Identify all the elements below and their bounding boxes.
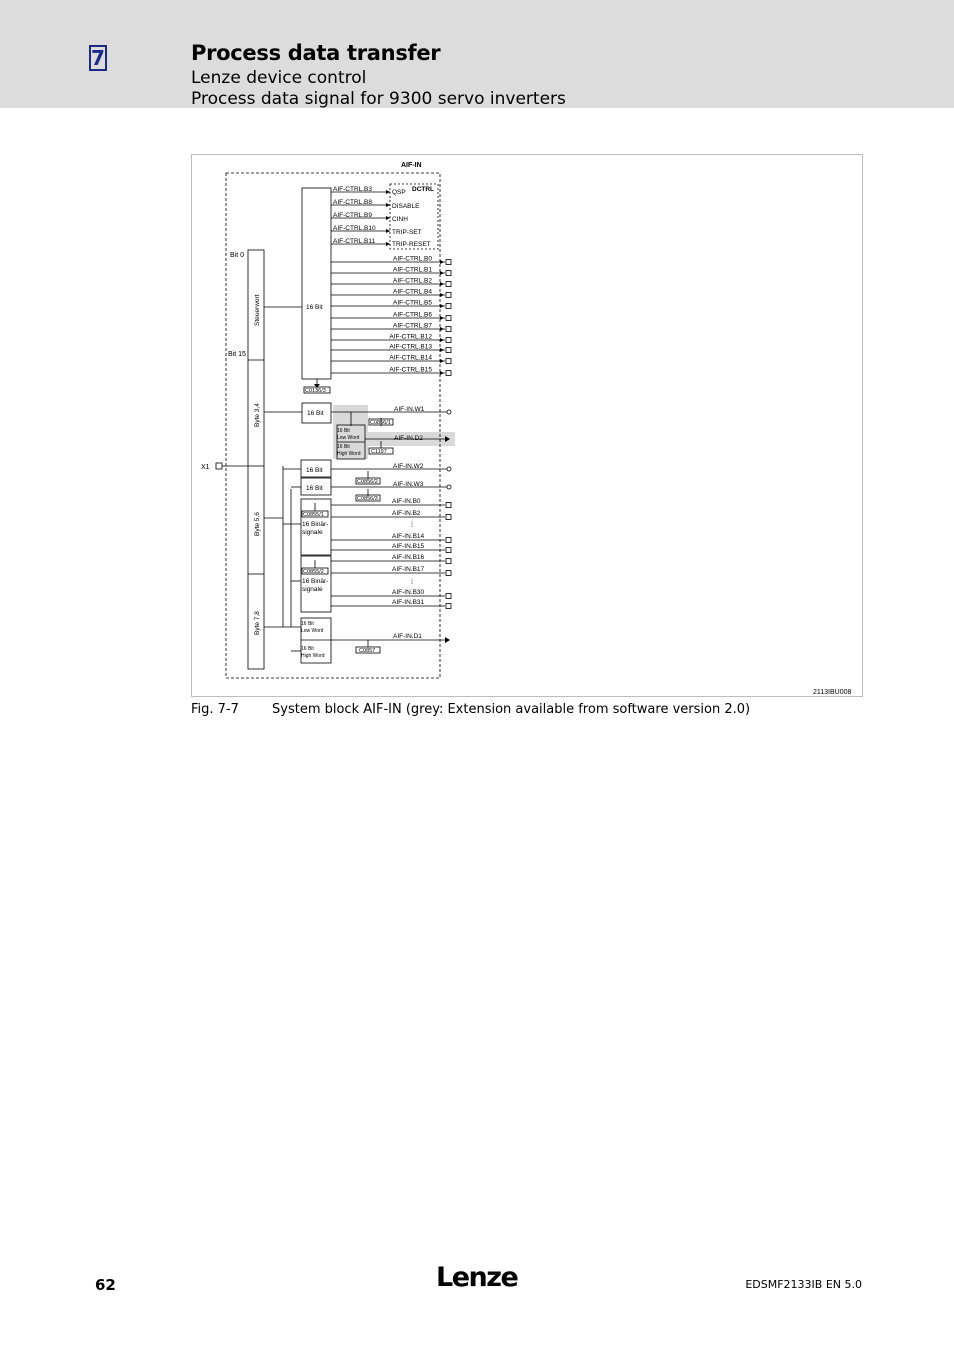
page-subtitle-1: Lenze device control bbox=[191, 68, 367, 88]
ctrl-bit-output bbox=[446, 348, 451, 353]
dctrl-in-b8: AIF-CTRL.B8 bbox=[333, 199, 373, 206]
binary-output bbox=[446, 503, 451, 508]
d2-low-bits: 16 Bit bbox=[337, 428, 350, 434]
w2-16bit-label: 16 Bit bbox=[306, 467, 323, 474]
page-title: Process data transfer bbox=[191, 41, 441, 65]
ctrl-16bit-label: 16 Bit bbox=[306, 304, 323, 311]
ctrl-bit-label: AIF-CTRL.B0 bbox=[392, 255, 432, 263]
d1-low-bits: 16 Bit bbox=[301, 621, 314, 627]
dctrl-in-b9: AIF-CTRL.B9 bbox=[333, 212, 373, 219]
ctrl-bit-arrow bbox=[440, 293, 444, 297]
ctrl-bit-output bbox=[446, 327, 451, 332]
ctrl-bit-output bbox=[446, 293, 451, 298]
in-b17-label: AIF-IN.B17 bbox=[392, 566, 425, 573]
ctrl-bit-arrow bbox=[440, 271, 444, 275]
dctrl-out-disable: DISABLE bbox=[392, 203, 420, 210]
dctrl-out-trip-set: TRIP-SET bbox=[392, 229, 422, 236]
c1197-label: C1197 bbox=[371, 449, 387, 455]
binary-1-line2: signale bbox=[302, 529, 323, 536]
document-code: EDSMF2133IB EN 5.0 bbox=[745, 1278, 862, 1291]
byte-label-34: Byte 3,4 bbox=[254, 403, 261, 427]
d1-high-bits: 16 Bit bbox=[301, 646, 314, 652]
aif-in-diagram bbox=[191, 154, 863, 697]
ctrl-bit-arrow bbox=[440, 338, 444, 342]
d1-signal-label: AIF-IN.D1 bbox=[393, 633, 422, 640]
ctrl-bit-output bbox=[446, 359, 451, 364]
ctrl-16bit-block bbox=[302, 188, 331, 379]
in-b30-label: AIF-IN.B30 bbox=[392, 589, 425, 596]
ctrl-bit-output bbox=[446, 260, 451, 265]
block-title: AIF-IN bbox=[401, 162, 422, 169]
d2-high-word: High Word bbox=[337, 451, 361, 457]
in-b0-label: AIF-IN.B0 bbox=[392, 498, 421, 505]
d1-low-word: Low Word bbox=[301, 628, 324, 634]
ctrl-bit-output bbox=[446, 271, 451, 276]
dctrl-in-b3: AIF-CTRL.B3 bbox=[333, 186, 373, 193]
binary-output bbox=[446, 594, 451, 599]
in-b14-label: AIF-IN.B14 bbox=[392, 533, 425, 540]
binary-output bbox=[446, 604, 451, 609]
figure-caption-text: System block AIF-IN (grey: Extension available from software version 2.0) bbox=[272, 702, 751, 717]
in-b31-label: AIF-IN.B31 bbox=[392, 599, 425, 606]
ctrl-bit-output bbox=[446, 304, 451, 309]
ctrl-bit-label: AIF-CTRL.B1 bbox=[392, 266, 432, 274]
c0856-1-label: C0856/1 bbox=[370, 420, 391, 426]
ctrl-bit-output bbox=[446, 316, 451, 321]
ctrl-bit-label: AIF-CTRL.B4 bbox=[392, 288, 432, 296]
d1-high-word: High Word bbox=[301, 653, 325, 659]
d2-low-word: Low Word bbox=[337, 435, 360, 441]
dots-2: ⁞ bbox=[411, 579, 413, 586]
dctrl-out-qsp: QSP bbox=[392, 189, 406, 196]
dctrl-out-trip-reset: TRIP-RESET bbox=[392, 241, 431, 248]
w3-output bbox=[447, 485, 451, 489]
binary-output bbox=[446, 538, 451, 543]
byte-label-ctrl: Steuerwort bbox=[254, 294, 261, 326]
c0136-label: C0136/3 bbox=[305, 388, 326, 394]
ctrl-bit-arrow bbox=[440, 282, 444, 286]
bit0-label: Bit 0 bbox=[230, 252, 245, 259]
in-b2-label: AIF-IN.B2 bbox=[392, 510, 421, 517]
w1-output bbox=[447, 410, 451, 414]
w2-output bbox=[447, 467, 451, 471]
c0857-label: C0857 bbox=[359, 648, 376, 654]
w2-signal-label: AIF-IN.W2 bbox=[393, 463, 424, 470]
w1-signal-label: AIF-IN.W1 bbox=[394, 406, 425, 413]
ctrl-bit-arrow bbox=[440, 260, 444, 264]
ctrl-bit-arrow bbox=[440, 327, 444, 331]
binary-output bbox=[446, 548, 451, 553]
ctrl-bit-label: AIF-CTRL.B14 bbox=[389, 354, 432, 362]
byte-label-56: Byte 5,6 bbox=[254, 512, 261, 536]
w3-signal-label: AIF-IN.W3 bbox=[393, 481, 424, 488]
bit15-label: Bit 15 bbox=[228, 351, 246, 358]
binary-output bbox=[446, 571, 451, 576]
chapter-number: 7 bbox=[89, 45, 107, 71]
d2-signal-label: AIF-IN.D2 bbox=[394, 435, 423, 442]
ctrl-bit-label: AIF-CTRL.B15 bbox=[389, 366, 432, 374]
ctrl-bit-arrow bbox=[440, 371, 444, 375]
ctrl-bit-arrow bbox=[440, 359, 444, 363]
in-b15-label: AIF-IN.B15 bbox=[392, 543, 425, 550]
c0856-3-label: C0856/3 bbox=[357, 496, 378, 502]
page-subtitle-2: Process data signal for 9300 servo inverters bbox=[191, 89, 566, 109]
figure-id: 2113IBU008 bbox=[813, 689, 852, 696]
x1-connector bbox=[216, 463, 222, 469]
ctrl-bit-output bbox=[446, 338, 451, 343]
ctrl-bit-label: AIF-CTRL.B12 bbox=[389, 333, 432, 341]
byte-label-78: Byte 7,8 bbox=[254, 611, 261, 635]
ctrl-bit-label: AIF-CTRL.B6 bbox=[392, 311, 432, 319]
dctrl-in-b11: AIF-CTRL.B11 bbox=[333, 238, 376, 245]
ctrl-bit-arrow bbox=[440, 316, 444, 320]
d2-high-bits: 16 Bit bbox=[337, 444, 350, 450]
c0855-2-label: C0855/2 bbox=[303, 569, 324, 575]
w3-16bit-label: 16 Bit bbox=[306, 485, 323, 492]
x1-label: X1 bbox=[201, 464, 210, 471]
ctrl-bit-arrow bbox=[440, 304, 444, 308]
ctrl-bit-output bbox=[446, 282, 451, 287]
in-b16-label: AIF-IN.B16 bbox=[392, 554, 425, 561]
binary-1-line1: 16 Binär- bbox=[302, 521, 329, 528]
dots-1: ⁞ bbox=[411, 522, 413, 529]
c0855-1-label: C0855/1 bbox=[303, 512, 324, 518]
binary-2-line2: signale bbox=[302, 586, 323, 593]
binary-output bbox=[446, 559, 451, 564]
binary-2-line1: 16 Binär- bbox=[302, 578, 329, 585]
lenze-logo: Lenze bbox=[436, 1262, 518, 1293]
ctrl-bit-label: AIF-CTRL.B13 bbox=[389, 343, 432, 351]
dctrl-in-b10: AIF-CTRL.B10 bbox=[333, 225, 376, 232]
dctrl-label: DCTRL bbox=[412, 186, 435, 193]
dctrl-out-cinh: CINH bbox=[392, 216, 408, 223]
page-number: 62 bbox=[95, 1276, 116, 1294]
ctrl-bit-output bbox=[446, 371, 451, 376]
ctrl-bit-label: AIF-CTRL.B7 bbox=[392, 322, 432, 330]
binary-output bbox=[446, 515, 451, 520]
w1-16bit-label: 16 Bit bbox=[307, 410, 324, 417]
ctrl-bit-label: AIF-CTRL.B5 bbox=[392, 299, 432, 307]
c0856-2-label: C0856/2 bbox=[357, 479, 378, 485]
ctrl-bit-arrow bbox=[440, 348, 444, 352]
figure-caption-number: Fig. 7-7 bbox=[191, 702, 239, 717]
ctrl-bit-label: AIF-CTRL.B2 bbox=[392, 277, 432, 285]
